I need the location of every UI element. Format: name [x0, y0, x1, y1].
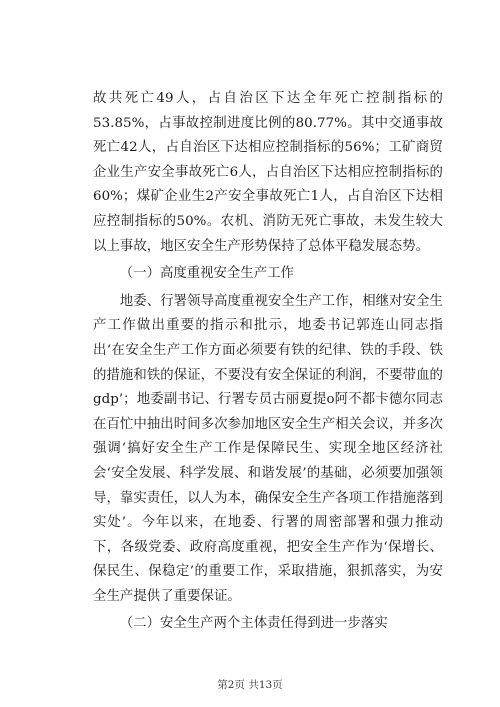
document-body [93, 87, 443, 640]
body-paragraph: 故共死亡49人，占自治区下达全年死亡控制指标的53.85%，占事故控制进度比例的80.77%。其中交通事故死亡42人，占自治区下达相应控制指标的56%；工矿商贸企业生产安全事故死亡6人，占自治区下达相应控制指标的60%；煤矿企业生2产安全事故死亡1人，占自治区下达相应控制指标的50%。农机、消防无死亡事故，未发生较大以上事故，地区安全生产形势保持了总体平稳发展态势。 [93, 91, 443, 254]
body-paragraph: 地委、行署领导高度重视安全生产工作，相继对安全生产工作做出重要的指示和批示，地委书记郭连山同志指出‘在安全生产工作方面必须要有铁的纪律、铁的手段、铁的措施和铁的保证，不要没有安全保证的利润，不要带血的gdp’；地委副书记、行署专员古丽夏提o阿不都卡德尔同志在百忙中抽出时间多次参加地区安全生产相关会议，并多次强调‘搞好安全生产工作是保障民生、实现全地区经济社会‘安全发展、科学发展、和谐发展’的基础，必须要加强领导，靠实责任，以人为本，确保安全生产各项工作措施落到实处’。今年以来，在地委、行署的周密部署和强力推动下，各级党委、政府高度重视，把安全生产作为‘保增长、保民生、保稳定’的重要工作，采取措施，狠抓落实，为安全生产提供了重要保证。 [93, 293, 443, 604]
page-footer: 第2页 共13页 [217, 679, 283, 691]
section-heading: （二）安全生产两个主体责任得到进一步落实 [119, 616, 388, 632]
section-heading: （一）高度重视安全生产工作 [119, 266, 294, 282]
